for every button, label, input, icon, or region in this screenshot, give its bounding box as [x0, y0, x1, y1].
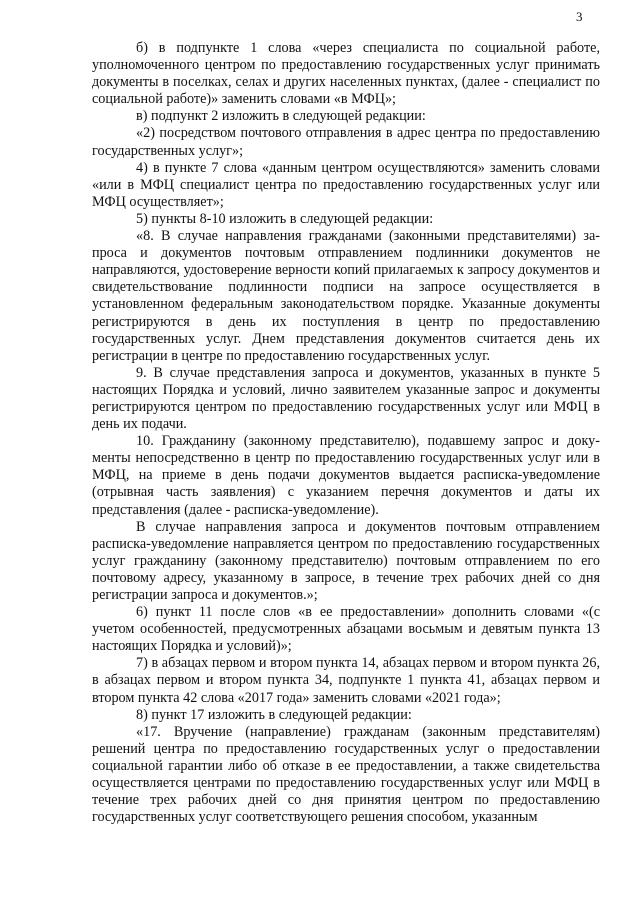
- paragraph: 8) пункт 17 изложить в следующей редакции:: [136, 706, 412, 723]
- paragraph: В случае направления запроса и документов почтовым отправлением расписка-уведомление направляется центром по предоставлению государственных услуг гражданину (законному представителю) почтовым отправлением по его почтовому адресу, указанному в запросе, в течение трех рабочих дней со дня регистрации запроса и документов.»;: [92, 518, 600, 603]
- paragraph: 9. В случае представления запроса и документов, указанных в пункте 5 настоящих Порядка и условий, лично заявителем указанные запрос и документы регистрируются центром по предоставлению государственных услуг или МФЦ в день их подачи.: [92, 364, 600, 433]
- paragraph: 5) пункты 8-10 изложить в следующей редакции:: [136, 210, 434, 227]
- paragraph: 6) пункт 11 после слов «в ее предоставлении» дополнить словами «(с учетом особенностей, предусмотренных абзацами восьмым и девятым пункта 13 настоящих Порядка и условий)»;: [92, 604, 600, 655]
- paragraph: «2) посредством почтового отправления в адрес центра по предоставлению государственных услуг»;: [92, 125, 600, 159]
- paragraph: 10. Гражданину (законному представителю), подавшему запрос и документы непосредственно в центр по предоставлению государственных услуг или в МФЦ, на приеме в день подачи документов выдается расписка-уведомление (отрывная часть заявления) с указанием перечня документов и даты их представления (далее - расписка-уведомление).: [92, 433, 600, 518]
- paragraph: 4) в пункте 7 слова «данным центром осуществляются» заменить словами «или в МФЦ специалист центра по предоставлению государственных услуг или МФЦ осуществляет»;: [92, 159, 600, 210]
- page-number: 3: [576, 9, 583, 24]
- document-body: [92, 40, 600, 826]
- paragraph: «17. Вручение (направление) гражданам (законным представителям) решений центра по предоставлению государственных услуг о предоставлении социальной гарантии либо об отказе в ее предоставлении, а также свидетельства осуществляется центрами по предоставлению государственных услуг или МФЦ в течение трех рабочих дней со дня принятия центром по предоставлению государственных услуг соответствующего решения способом, указанным: [92, 723, 600, 826]
- paragraph: 7) в абзацах первом и втором пункта 14, абзацах первом и втором пункта 26, в абзацах первом и втором пункта 34, подпункте 1 пункта 41, абзацах первом и втором пункта 42 слова «2017 года» заменить словами «2021 года»;: [92, 655, 600, 706]
- paragraph: «8. В случае направления гражданами (законными представителями) запроса и документов почтовым отправлением подлинники документов не направляются, удостоверение верности копий прилагаемых к запросу документов и свидетельствование подлинности подписи на запросе осуществляется в установленном федеральным законодательством порядке. Указанные документы регистрируются в день их поступления в центр по предоставлению государственных услуг. Днем представления документов считается день их регистрации в центре по предоставлению государственных услуг.: [92, 228, 600, 364]
- paragraph: б) в подпункте 1 слова «через специалиста по социальной работе, уполномоченного центром по предоставлению государственных услуг принимать документы в поселках, селах и других населенных пунктах, (далее - специалист по социальной работе)» заменить словами «в МФЦ»;: [92, 40, 600, 108]
- paragraph: в) подпункт 2 изложить в следующей редакции:: [136, 108, 426, 125]
